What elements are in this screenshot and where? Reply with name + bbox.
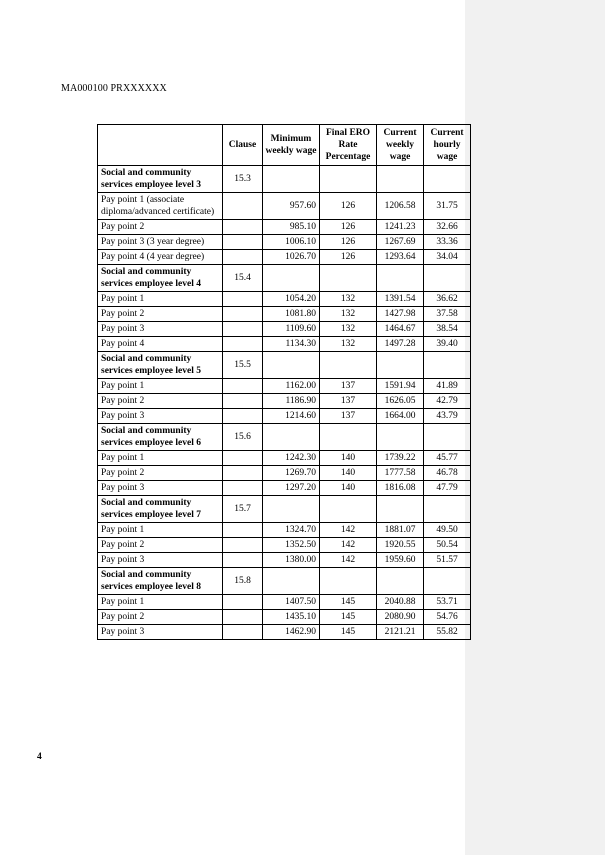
row-current-weekly-wage: 1881.07 xyxy=(377,523,424,538)
row-description: Pay point 2 xyxy=(98,220,223,235)
header-current-weekly-wage: Current weekly wage xyxy=(377,125,424,166)
row-clause xyxy=(223,595,263,610)
table-row xyxy=(98,193,471,220)
group-clause: 15.6 xyxy=(223,424,263,451)
row-minimum-weekly-wage: 985.10 xyxy=(263,220,320,235)
row-clause xyxy=(223,553,263,568)
group-title: Social and community services employee level 3 xyxy=(98,166,223,193)
table-row xyxy=(98,466,471,481)
row-description: Pay point 1 xyxy=(98,523,223,538)
row-minimum-weekly-wage: 1162.00 xyxy=(263,379,320,394)
row-description: Pay point 2 xyxy=(98,538,223,553)
empty-cell xyxy=(263,568,320,595)
row-clause xyxy=(223,523,263,538)
empty-cell xyxy=(424,496,471,523)
table-row xyxy=(98,481,471,496)
row-current-hourly-wage: 34.04 xyxy=(424,250,471,265)
document-id: MA000100 PRXXXXXX xyxy=(61,83,167,94)
row-current-hourly-wage: 43.79 xyxy=(424,409,471,424)
table-row xyxy=(98,523,471,538)
row-current-weekly-wage: 1739.22 xyxy=(377,451,424,466)
row-description: Pay point 3 xyxy=(98,409,223,424)
table-row xyxy=(98,307,471,322)
wage-table xyxy=(97,124,471,640)
row-final-ero-rate: 145 xyxy=(320,625,377,640)
row-final-ero-rate: 137 xyxy=(320,409,377,424)
table-row xyxy=(98,553,471,568)
comment-pane xyxy=(465,0,605,855)
row-description: Pay point 1 (associate diploma/advanced certificate) xyxy=(98,193,223,220)
row-current-hourly-wage: 53.71 xyxy=(424,595,471,610)
row-current-weekly-wage: 1391.54 xyxy=(377,292,424,307)
row-final-ero-rate: 140 xyxy=(320,481,377,496)
row-clause xyxy=(223,250,263,265)
row-final-ero-rate: 137 xyxy=(320,379,377,394)
row-description: Pay point 2 xyxy=(98,394,223,409)
table-row xyxy=(98,625,471,640)
row-minimum-weekly-wage: 957.60 xyxy=(263,193,320,220)
row-minimum-weekly-wage: 1462.90 xyxy=(263,625,320,640)
table-header-row xyxy=(98,125,471,166)
group-header-row xyxy=(98,424,471,451)
group-header-row xyxy=(98,352,471,379)
table-row xyxy=(98,250,471,265)
empty-cell xyxy=(263,352,320,379)
group-title: Social and community services employee level 4 xyxy=(98,265,223,292)
row-current-weekly-wage: 1591.94 xyxy=(377,379,424,394)
empty-cell xyxy=(377,568,424,595)
row-final-ero-rate: 126 xyxy=(320,220,377,235)
row-minimum-weekly-wage: 1297.20 xyxy=(263,481,320,496)
row-current-weekly-wage: 1427.98 xyxy=(377,307,424,322)
row-description: Pay point 3 xyxy=(98,481,223,496)
empty-cell xyxy=(320,166,377,193)
empty-cell xyxy=(424,352,471,379)
row-current-weekly-wage: 1959.60 xyxy=(377,553,424,568)
row-current-hourly-wage: 39.40 xyxy=(424,337,471,352)
row-current-hourly-wage: 54.76 xyxy=(424,610,471,625)
row-current-hourly-wage: 50.54 xyxy=(424,538,471,553)
row-minimum-weekly-wage: 1081.80 xyxy=(263,307,320,322)
group-title: Social and community services employee level 7 xyxy=(98,496,223,523)
row-description: Pay point 3 xyxy=(98,625,223,640)
row-clause xyxy=(223,538,263,553)
row-current-weekly-wage: 2040.88 xyxy=(377,595,424,610)
group-clause: 15.8 xyxy=(223,568,263,595)
row-current-hourly-wage: 31.75 xyxy=(424,193,471,220)
row-final-ero-rate: 126 xyxy=(320,250,377,265)
row-final-ero-rate: 132 xyxy=(320,292,377,307)
row-description: Pay point 1 xyxy=(98,292,223,307)
row-clause xyxy=(223,322,263,337)
group-header-row xyxy=(98,265,471,292)
table-row xyxy=(98,394,471,409)
row-description: Pay point 4 xyxy=(98,337,223,352)
empty-cell xyxy=(320,265,377,292)
row-current-hourly-wage: 41.89 xyxy=(424,379,471,394)
row-current-weekly-wage: 1777.58 xyxy=(377,466,424,481)
row-description: Pay point 1 xyxy=(98,595,223,610)
row-clause xyxy=(223,379,263,394)
row-minimum-weekly-wage: 1186.90 xyxy=(263,394,320,409)
table-row xyxy=(98,292,471,307)
table-row xyxy=(98,379,471,394)
table-row xyxy=(98,322,471,337)
table-row xyxy=(98,451,471,466)
row-current-weekly-wage: 2121.21 xyxy=(377,625,424,640)
row-clause xyxy=(223,625,263,640)
group-title: Social and community services employee level 8 xyxy=(98,568,223,595)
row-current-weekly-wage: 2080.90 xyxy=(377,610,424,625)
table-row xyxy=(98,220,471,235)
empty-cell xyxy=(424,265,471,292)
group-clause: 15.4 xyxy=(223,265,263,292)
row-current-hourly-wage: 36.62 xyxy=(424,292,471,307)
empty-cell xyxy=(424,166,471,193)
row-minimum-weekly-wage: 1109.60 xyxy=(263,322,320,337)
row-current-hourly-wage: 33.36 xyxy=(424,235,471,250)
row-description: Pay point 1 xyxy=(98,379,223,394)
empty-cell xyxy=(263,265,320,292)
empty-cell xyxy=(377,352,424,379)
row-final-ero-rate: 132 xyxy=(320,322,377,337)
row-clause xyxy=(223,610,263,625)
row-current-weekly-wage: 1816.08 xyxy=(377,481,424,496)
row-final-ero-rate: 126 xyxy=(320,193,377,220)
empty-cell xyxy=(320,352,377,379)
header-current-hourly-wage: Current hourly wage xyxy=(424,125,471,166)
row-clause xyxy=(223,466,263,481)
row-description: Pay point 1 xyxy=(98,451,223,466)
row-minimum-weekly-wage: 1214.60 xyxy=(263,409,320,424)
row-minimum-weekly-wage: 1380.00 xyxy=(263,553,320,568)
row-current-weekly-wage: 1267.69 xyxy=(377,235,424,250)
table-row xyxy=(98,235,471,250)
table-row xyxy=(98,538,471,553)
empty-cell xyxy=(377,265,424,292)
row-minimum-weekly-wage: 1269.70 xyxy=(263,466,320,481)
table-row xyxy=(98,409,471,424)
row-minimum-weekly-wage: 1006.10 xyxy=(263,235,320,250)
row-description: Pay point 4 (4 year degree) xyxy=(98,250,223,265)
row-minimum-weekly-wage: 1242.30 xyxy=(263,451,320,466)
row-final-ero-rate: 142 xyxy=(320,523,377,538)
empty-cell xyxy=(320,568,377,595)
row-final-ero-rate: 145 xyxy=(320,610,377,625)
empty-cell xyxy=(263,166,320,193)
row-final-ero-rate: 142 xyxy=(320,538,377,553)
group-header-row xyxy=(98,496,471,523)
row-clause xyxy=(223,220,263,235)
table-row xyxy=(98,595,471,610)
row-final-ero-rate: 132 xyxy=(320,337,377,352)
row-current-hourly-wage: 45.77 xyxy=(424,451,471,466)
empty-cell xyxy=(320,496,377,523)
row-current-hourly-wage: 32.66 xyxy=(424,220,471,235)
row-minimum-weekly-wage: 1324.70 xyxy=(263,523,320,538)
empty-cell xyxy=(320,424,377,451)
row-final-ero-rate: 140 xyxy=(320,466,377,481)
empty-cell xyxy=(263,424,320,451)
row-minimum-weekly-wage: 1407.50 xyxy=(263,595,320,610)
group-title: Social and community services employee level 6 xyxy=(98,424,223,451)
row-clause xyxy=(223,481,263,496)
table-row xyxy=(98,337,471,352)
row-clause xyxy=(223,307,263,322)
row-minimum-weekly-wage: 1134.30 xyxy=(263,337,320,352)
row-clause xyxy=(223,394,263,409)
empty-cell xyxy=(263,496,320,523)
row-minimum-weekly-wage: 1054.20 xyxy=(263,292,320,307)
row-clause xyxy=(223,193,263,220)
row-minimum-weekly-wage: 1435.10 xyxy=(263,610,320,625)
row-current-weekly-wage: 1241.23 xyxy=(377,220,424,235)
table-row xyxy=(98,610,471,625)
row-current-weekly-wage: 1206.58 xyxy=(377,193,424,220)
row-current-weekly-wage: 1920.55 xyxy=(377,538,424,553)
row-clause xyxy=(223,337,263,352)
group-title: Social and community services employee level 5 xyxy=(98,352,223,379)
header-minimum-weekly-wage: Minimum weekly wage xyxy=(263,125,320,166)
page-number: 4 xyxy=(37,752,42,762)
row-final-ero-rate: 126 xyxy=(320,235,377,250)
group-clause: 15.3 xyxy=(223,166,263,193)
row-minimum-weekly-wage: 1026.70 xyxy=(263,250,320,265)
row-current-weekly-wage: 1664.00 xyxy=(377,409,424,424)
row-clause xyxy=(223,451,263,466)
row-current-hourly-wage: 55.82 xyxy=(424,625,471,640)
row-description: Pay point 3 (3 year degree) xyxy=(98,235,223,250)
row-current-hourly-wage: 37.58 xyxy=(424,307,471,322)
row-description: Pay point 2 xyxy=(98,307,223,322)
row-current-hourly-wage: 46.78 xyxy=(424,466,471,481)
group-header-row xyxy=(98,568,471,595)
row-final-ero-rate: 142 xyxy=(320,553,377,568)
row-description: Pay point 2 xyxy=(98,610,223,625)
row-current-hourly-wage: 42.79 xyxy=(424,394,471,409)
row-current-hourly-wage: 47.79 xyxy=(424,481,471,496)
row-current-weekly-wage: 1626.05 xyxy=(377,394,424,409)
row-final-ero-rate: 137 xyxy=(320,394,377,409)
row-minimum-weekly-wage: 1352.50 xyxy=(263,538,320,553)
row-description: Pay point 3 xyxy=(98,322,223,337)
row-final-ero-rate: 145 xyxy=(320,595,377,610)
row-current-hourly-wage: 38.54 xyxy=(424,322,471,337)
empty-cell xyxy=(424,424,471,451)
row-current-hourly-wage: 51.57 xyxy=(424,553,471,568)
row-current-weekly-wage: 1497.28 xyxy=(377,337,424,352)
empty-cell xyxy=(377,496,424,523)
group-header-row xyxy=(98,166,471,193)
row-current-weekly-wage: 1464.67 xyxy=(377,322,424,337)
row-description: Pay point 2 xyxy=(98,466,223,481)
header-clause: Clause xyxy=(223,125,263,166)
row-clause xyxy=(223,409,263,424)
row-clause xyxy=(223,235,263,250)
row-final-ero-rate: 132 xyxy=(320,307,377,322)
row-current-hourly-wage: 49.50 xyxy=(424,523,471,538)
row-clause xyxy=(223,292,263,307)
row-current-weekly-wage: 1293.64 xyxy=(377,250,424,265)
group-clause: 15.5 xyxy=(223,352,263,379)
empty-cell xyxy=(377,166,424,193)
row-final-ero-rate: 140 xyxy=(320,451,377,466)
header-description xyxy=(98,125,223,166)
group-clause: 15.7 xyxy=(223,496,263,523)
empty-cell xyxy=(424,568,471,595)
row-description: Pay point 3 xyxy=(98,553,223,568)
empty-cell xyxy=(377,424,424,451)
header-final-ero-rate: Final ERO Rate Percentage xyxy=(320,125,377,166)
